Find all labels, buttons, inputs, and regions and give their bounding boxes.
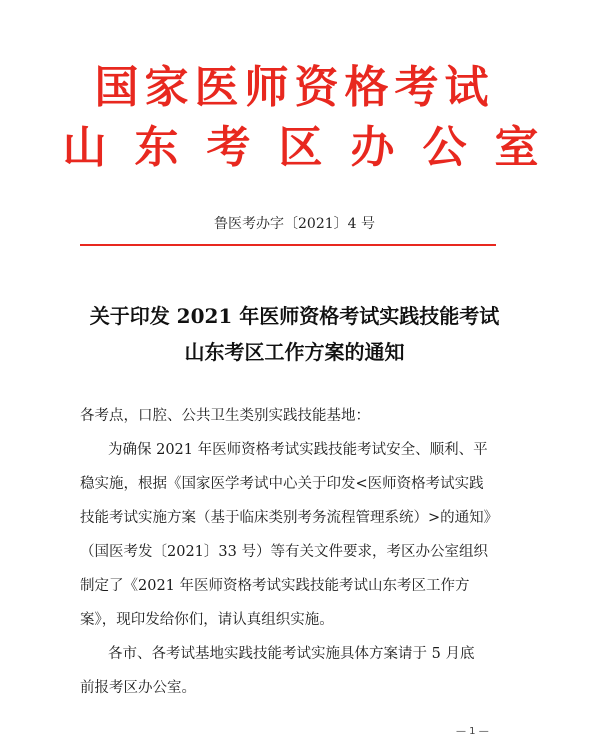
document-title-line-2: 山东考区工作方案的通知 [184,340,405,364]
paragraph-1-line-4: （国医考发〔2021〕33 号）等有关文件要求，考区办公室组织 [80,544,488,560]
paragraph-1-line-3: 技能考试实施方案（基于临床类别考务流程管理系统）>的通知》 [80,510,499,526]
issuer-name-line-2: 山东考区办公室 [62,122,567,173]
paragraph-1-line-5: 制定了《2021 年医师资格考试实践技能考试山东考区工作方 [80,578,470,594]
paragraph-1-line-2: 稳实施，根据《国家医学考试中心关于印发<医师资格考试实践 [80,476,484,492]
salutation: 各考点，口腔、公共卫生类别实践技能基地： [80,408,370,424]
issuer-name-line-1: 国家医师资格考试 [94,62,495,113]
document-number: 鲁医考办字〔2021〕4 号 [214,216,375,232]
paragraph-2-line-2: 前报考区办公室。 [80,680,196,696]
paragraph-2-line-1: 各市、各考试基地实践技能考试实施具体方案请于 5 月底 [108,646,475,662]
paragraph-1-line-6: 案》，现印发给你们，请认真组织实施。 [80,612,334,628]
red-separator-line [80,244,496,246]
paragraph-1-line-1: 为确保 2021 年医师资格考试实践技能考试安全、顺利、平 [108,442,488,458]
document-title-line-1: 关于印发 2021 年医师资格考试实践技能考试 [89,304,500,328]
page-number: — 1 — [456,726,489,737]
